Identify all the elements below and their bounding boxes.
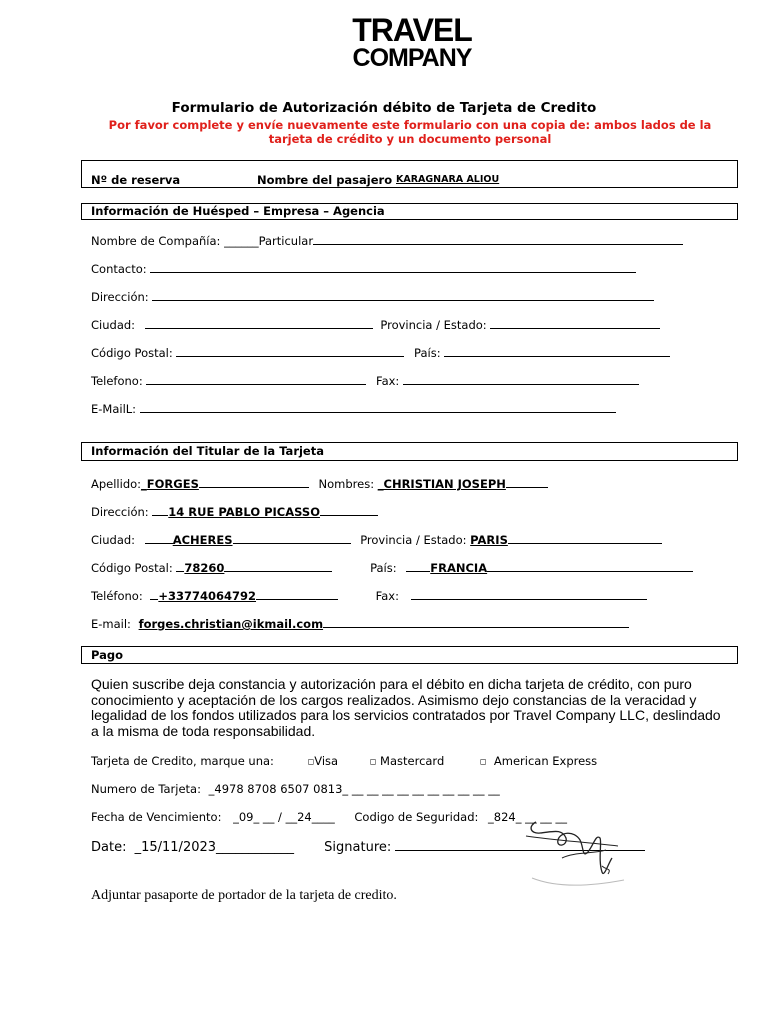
holder-address-blank <box>320 505 378 516</box>
guest-country-field[interactable] <box>444 346 670 357</box>
card-type-row <box>91 754 597 768</box>
guest-postal-label: Código Postal: <box>91 346 173 360</box>
visa-option[interactable] <box>308 754 339 768</box>
visa-label: Visa <box>314 754 339 768</box>
contact-row <box>91 262 636 276</box>
logo-line-1: TRAVEL <box>352 12 472 48</box>
date-value[interactable]: _15/11/2023____________ <box>134 840 295 855</box>
form-subtitle: Por favor complete y envíe nuevamente este formulario con una copia de: ambos lados de la tarjeta de crédito y un documento personal <box>108 118 712 146</box>
company-blank[interactable] <box>313 234 683 245</box>
surname-label: Apellido: <box>91 477 142 491</box>
holder-city-blank <box>233 533 351 544</box>
guest-postal-row <box>91 346 670 360</box>
guest-city-field[interactable] <box>145 318 373 329</box>
holder-section-title: Información del Titular de la Tarjeta <box>91 444 324 458</box>
surname-blank <box>199 477 309 488</box>
holder-phone-label: Teléfono: <box>91 589 143 603</box>
names-value[interactable]: CHRISTIAN JOSEPH <box>383 477 506 491</box>
visa-checkbox-icon[interactable]: ◻ <box>307 757 315 766</box>
holder-postal-row <box>91 561 693 575</box>
guest-postal-field[interactable] <box>176 346 404 357</box>
holder-province-blank <box>508 533 662 544</box>
guest-email-row <box>91 402 616 416</box>
guest-phone-row <box>91 374 639 388</box>
handwritten-signature <box>522 800 634 895</box>
holder-email-label: E-mail: <box>91 617 131 631</box>
holder-name-row: Apellido:_FORGES Nombres: _CHRISTIAN JOSEPH <box>91 477 548 491</box>
holder-email-row <box>91 617 629 631</box>
signature-label: Signature: <box>324 840 392 855</box>
guest-email-label: E-MailL: <box>91 402 137 416</box>
holder-address-row <box>91 505 378 519</box>
holder-postal-blank <box>224 561 332 572</box>
form-title: Formulario de Autorización débito de Tarjeta de Credito <box>171 100 597 116</box>
mastercard-option[interactable] <box>370 754 445 768</box>
card-number-row <box>91 782 500 796</box>
contact-field[interactable] <box>150 262 636 273</box>
holder-country-value[interactable]: FRANCIA <box>430 561 488 575</box>
holder-phone-value[interactable]: +33774064792 <box>158 589 257 603</box>
holder-country-label: País: <box>370 561 397 575</box>
guest-address-row <box>91 290 654 304</box>
company-row <box>91 234 683 248</box>
expiry-label: Fecha de Vencimiento: <box>91 810 222 824</box>
holder-fax-label: Fax: <box>375 589 399 603</box>
guest-address-field[interactable] <box>152 290 654 301</box>
passenger-value[interactable]: KARAGNARA ALIOU <box>396 174 500 185</box>
company-label: Nombre de Compañía: <box>91 234 221 248</box>
authorization-paragraph: Quien suscribe deja constancia y autorización para el débito en dicha tarjeta de crédito, con puro conocimiento y aceptación de los cargos realizados. Asimismo dejo constancias de la veracidad y legalidad de los fondos utilizados para los servicios contratados por Travel Company LLC, deslindado a la misma de toda responsabilidad. <box>91 676 721 739</box>
payment-section-title: Pago <box>91 648 124 662</box>
payment-section-header <box>81 646 738 664</box>
security-label: Codigo de Seguridad: <box>354 810 479 824</box>
guest-phone-field[interactable] <box>146 374 366 385</box>
holder-city-pre <box>145 533 173 544</box>
passenger-label: Nombre del pasajero <box>257 173 393 187</box>
holder-email-blank <box>323 617 629 628</box>
names-label: Nombres: <box>318 477 375 491</box>
holder-city-row <box>91 533 662 547</box>
holder-fax-field[interactable] <box>411 589 647 600</box>
guest-province-field[interactable] <box>490 318 660 329</box>
guest-address-label: Dirección: <box>91 290 149 304</box>
reservation-label: Nº de reserva <box>91 173 181 187</box>
guest-section-title: Información de Huésped – Empresa – Agencia <box>91 204 385 218</box>
holder-postal-value[interactable]: 78260 <box>184 561 225 575</box>
guest-country-label: País: <box>414 346 441 360</box>
holder-address-value[interactable]: 14 RUE PABLO PICASSO <box>168 505 320 519</box>
guest-fax-label: Fax: <box>376 374 400 388</box>
holder-city-label: Ciudad: <box>91 533 136 547</box>
holder-country-blank <box>487 561 693 572</box>
expiry-row <box>91 810 567 824</box>
names-blank <box>506 477 548 488</box>
guest-phone-label: Telefono: <box>91 374 143 388</box>
card-number-label: Numero de Tarjeta: <box>91 782 201 796</box>
guest-fax-field[interactable] <box>403 374 639 385</box>
holder-province-label: Provincia / Estado: <box>360 533 467 547</box>
holder-country-pre <box>406 561 430 572</box>
mastercard-label: Mastercard <box>380 754 445 768</box>
amex-label: American Express <box>493 754 598 768</box>
expiry-value[interactable]: _09_ __ / __24____ <box>233 810 335 824</box>
surname-value[interactable]: FORGES <box>146 477 199 491</box>
card-number-value[interactable]: _4978 8708 6507 0813_ __ __ __ __ __ __ __ __ __ __ <box>208 782 500 796</box>
holder-city-value[interactable]: ACHERES <box>172 533 233 547</box>
holder-postal-label: Código Postal: <box>91 561 173 575</box>
date-label: Date: <box>91 840 127 855</box>
company-logo <box>322 14 502 71</box>
card-type-label: Tarjeta de Credito, marque una: <box>91 754 274 768</box>
security-value[interactable]: _824_ __ __ __ <box>488 810 567 824</box>
holder-province-value[interactable]: PARIS <box>470 533 508 547</box>
mastercard-checkbox-icon[interactable]: ◻ <box>369 757 377 766</box>
holder-phone-blank <box>256 589 338 600</box>
amex-option[interactable] <box>480 754 597 768</box>
holder-phone-row <box>91 589 647 603</box>
company-value[interactable]: Particular <box>258 234 314 248</box>
guest-email-field[interactable] <box>140 402 616 413</box>
amex-checkbox-icon[interactable]: ◻ <box>479 757 487 766</box>
logo-line-2: COMPANY <box>352 44 472 72</box>
guest-city-row <box>91 318 660 332</box>
guest-province-label: Provincia / Estado: <box>380 318 487 332</box>
guest-city-label: Ciudad: <box>91 318 136 332</box>
attach-passport-note: Adjuntar pasaporte de portador de la tarjeta de credito. <box>91 888 397 903</box>
holder-email-value[interactable]: forges.christian@ikmail.com <box>138 617 324 631</box>
contact-label: Contacto: <box>91 262 147 276</box>
holder-address-label: Dirección: <box>91 505 149 519</box>
holder-address-pre <box>152 505 168 516</box>
company-prefix: ______ <box>224 234 259 248</box>
